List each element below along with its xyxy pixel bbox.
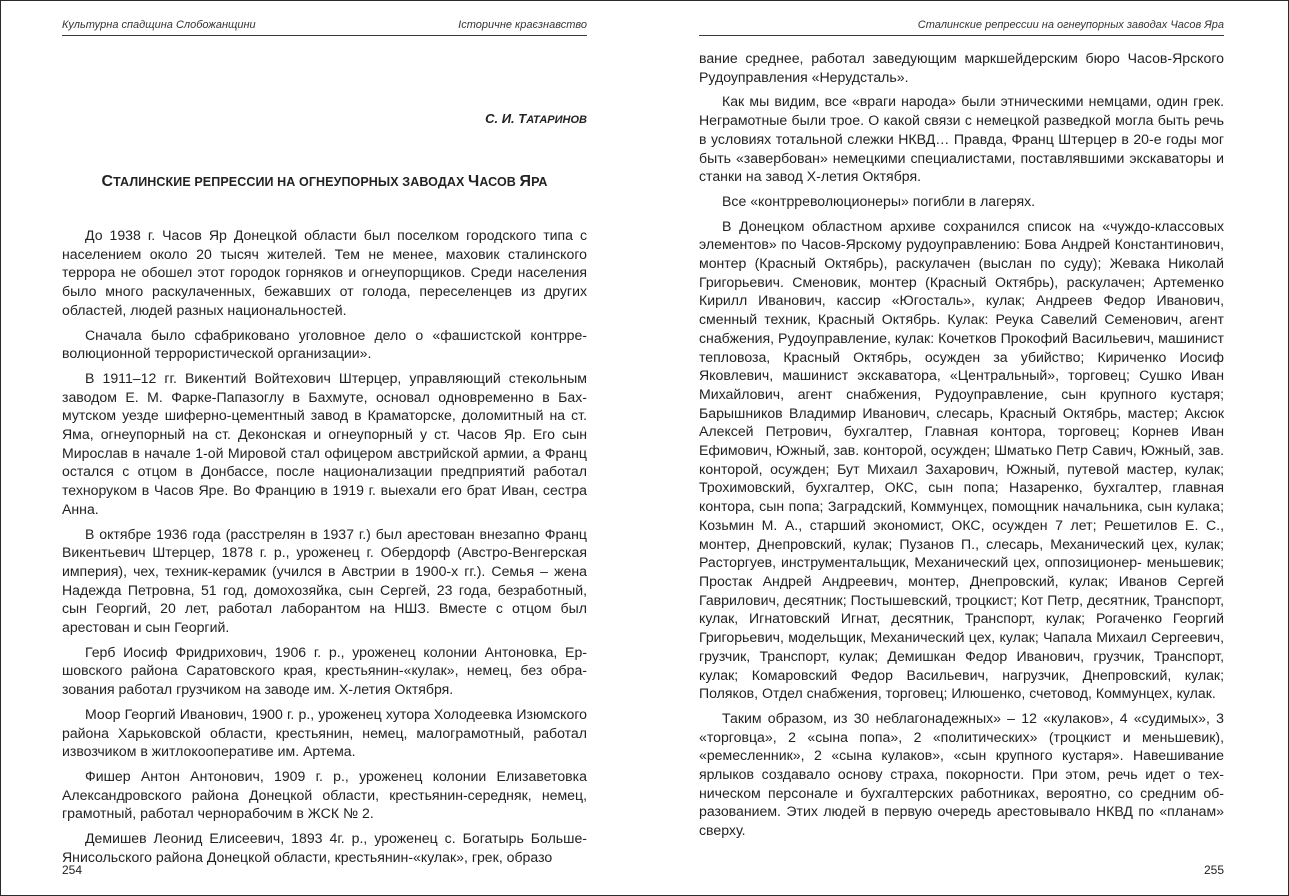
running-head-left-page <box>62 15 587 36</box>
page-number: 255 <box>1203 863 1224 877</box>
paragraph: Демишев Леонид Елисеевич, 1893 4г. р., уроженец с. Богатырь Больше-Янисольского района Донецкой области, крестьянин-«кулак», грек, образо <box>62 830 587 865</box>
paragraph: До 1938 г. Часов Яр Донецкой области был поселком городского типа с населением около 20 тысяч жителей. Тем не менее, маховик сталинского террора не обошел этот городок горняков и огнеупорщиков. Среди населения было много раскулаченных, бежавших от голода, переселенцев из других областей, людей разных национальностей. <box>62 227 587 318</box>
article-author <box>485 111 587 126</box>
paragraph: Моор Георгий Иванович, 1900 г. р., уроженец хутора Холодеевка Изюмского района Харьковской области, крестьянин, немец, малограмотный, работал извозчиком в житлокооперативе им. Артема. <box>62 705 587 760</box>
title-cap: Я <box>519 173 532 190</box>
title-smallcaps: АСОВ <box>479 175 520 189</box>
paragraph-continuation: вание среднее, работал заведующим маркшейдерским бюро Часов-Ярского Рудоуправления «Нерудсталь». <box>699 50 1224 85</box>
journal-title: Культурна спадщина Слобожанщини <box>62 19 256 31</box>
paragraph: В октябре 1936 года (расстрелян в 1937 г.) был арестован внезапно Франц Викентьевич Штерцер, 1878 г. р., уроженец г. Обердорф (Австро-Венгерская империя), чех, техник-керамик (учился в Австрии в 1900-х гг.). Семья – жена Надежда Петровна, 51 год, домохозяйка, сын Сергей, 23 года, безработный, сын Георгий, 20 лет, работал лаборантом на НШЗ. Вместе с отцом был арестован и сын Георгий. <box>62 525 587 636</box>
running-head-right-page <box>699 15 1224 36</box>
author-initials: С. И. Т <box>485 111 527 126</box>
author-surname-smallcaps: АТАРИНОВ <box>526 114 587 126</box>
paragraph: В Донецком областном архиве сохранился список на «чуждо-классовых элементов» по Часов-Ярскому рудоуправлению: Бова Андрей Константинович, монтер (Красный Октябрь), раскулачен (выслан по суду); Жевака Николай Григорьевич. Сменовик, монтер (Красный Октябрь), раскулачен; Артеменко Кирилл Иванович, кассир «Югосталь», кулак; Андреев Федор Иванович, сменный техник, Красный Октябрь. Кулак: Реука Савелий Семенович, агент снабжения, Рудоуправление, кулак: Кочетков Прокофий Васильевич, машинист тепловоза, Красный Октябрь, осужден за убийство; Кириченко Иосиф Яковлевич, машинист экскаватора, «Центральный», торговец; Сушко Иван Михайлович, агент снабжения, Рудоуправление, сын крупного кустаря; Барышников Владимир Иванович, слесарь, Красный Октябрь, мастер; Аксюк Алексей Петрович, бухгалтер, Главная контора, торговец; Корнев Иван Ефимович, Южный, зав. конторой, осужден; Шматько Петр Савич, Южный, зав. конторой, осужден; Бут Михаил Захарович, Южный, путевой мастер, кулак; Трохимовский, бухгалтер, ОКС, сын попа; Назаренко, бухгалтер, главная контора, сын попа; Заградский, Коммунцех, помощник начальника, сын кулака; Козьмин М. А., старший экономист, ОКС, осужден 7 лет; Решетилов Е. С., монтер, Днепровский, кулак; Пузанов П., слесарь, Механический цех, кулак; Расторгуев, инструментальщик, Механический цех, оппозиционер- меньшевик; Простак Андрей Андреевич, монтер, Днепровский, кулак; Иванов Сергей Гаврилович, десятник; Постышевский, троцкист; Кот Петр, десятник, Транспорт, кулак, Игнатовский Игнат, десятник, Транспорт, кулак; Рогаченко Георгий Григорьевич, модельщик, Механический цех, кулак; Чапала Михаил Сергеевич, грузчик, Транспорт, кулак; Демишкан Федор Иванович, грузчик, Транспорт, кулак; Комаровский Федор Васильевич, нагрузчик, Днепровский, кулак; Поляков, Отдел снабжения, торговец; Илюшенко, счетовод, Коммунцех, кулак. <box>699 217 1224 702</box>
title-smallcaps: ТАЛИНСКИЕ РЕПРЕССИИ НА ОГНЕУПОРНЫХ ЗАВОДАХ <box>113 175 468 189</box>
paragraph: Как мы видим, все «враги народа» были этническими немцами, один грек. Неграмотные были трое. О какой связи с немецкой разведкой могла быть речь в условиях тотальной слежки НКВД… Правда, Франц Штерцер в 20-е годы мог быть «завербован» немецкими специалистами, поставлявшими экскаваторы и станки на завод Х-летия Октября. <box>699 93 1224 185</box>
left-page <box>62 1 587 895</box>
right-page <box>699 1 1224 895</box>
section-title: Історичне краєзнавство <box>458 19 587 31</box>
paragraph: В 1911–12 гг. Викентий Войтехович Штерцер, управляющий стекольным заводом Е. М. Фарке-Папазоглу в Бахмуте, основал одновременно в Бахмутском уезде шиферно-цементный завод в Краматорске, доломитный на ст. Яма, огнеупорный на ст. Деконская и огнеупорный у ст. Часов Яр. Его сын Мирослав в начале 1-ой Мировой стал офицером австрийской армии, а Франц остался с отцом в Донбассе, после национализации предприятий работал техноруком в Часов Яре. Во Францию в 1919 г. выехали его брат Иван, сестра Анна. <box>62 369 587 517</box>
page-number: 254 <box>62 863 83 877</box>
paragraph: Все «контрреволюционеры» погибли в лагерях. <box>722 192 1036 209</box>
paragraph: Фишер Антон Антонович, 1909 г. р., уроженец колонии Елизаветовка Александровского района Донецкой области, крестьянин-середняк, немец, грамотный, работал чернорабочим в ЖСК № 2. <box>62 767 587 822</box>
left-page-body <box>62 226 587 873</box>
right-page-body <box>699 49 1224 846</box>
title-cap: С <box>101 173 114 190</box>
article-running-title: Сталинские репрессии на огнеупорных заводах Часов Яра <box>917 19 1224 31</box>
article-title <box>62 173 587 191</box>
title-smallcaps: РА <box>531 175 548 189</box>
paragraph: Герб Иосиф Фридрихович, 1906 г. р., уроженец колонии Антоновка, Ершовского района Саратовского края, крестьянин-«кулак», немец, без образования работал грузчиком на заводе им. Х-летия Октября. <box>62 643 587 698</box>
paragraph: Сначала было сфабриковано уголовное дело о «фашистской контрреволюционной террористической организации». <box>62 326 587 362</box>
title-cap: Ч <box>467 173 480 190</box>
paragraph: Таким образом, из 30 неблагонадежных» – 12 «кулаков», 4 «судимых», 3 «торговца», 2 «сына попа», 2 «политических» (троцкист и меньшевик), «ремесленник», 2 «сына кулаков», «сын крупного кустаря». Навешивание ярлыков создавало основу страха, покорности. При этом, речь идет о техническом персонале и бухгалтерских работниках, вероятно, со средним образованием. Этих людей в первую очередь арестовывало НКВД по «планам» сверху. <box>699 709 1224 839</box>
